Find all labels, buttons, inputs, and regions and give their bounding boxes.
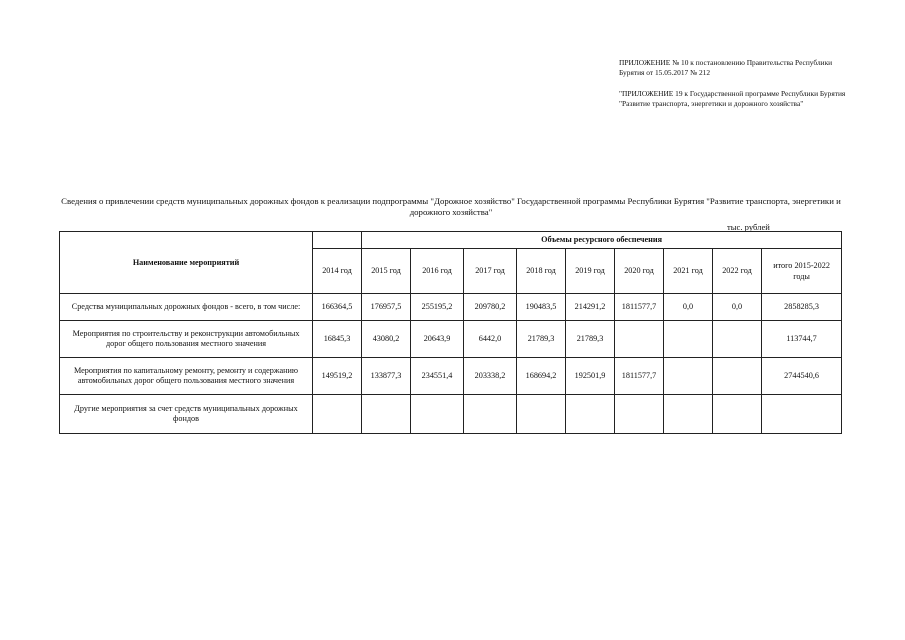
value-cell: 1811577,7 <box>615 294 664 321</box>
total-cell <box>762 395 842 434</box>
value-cell: 133877,3 <box>362 358 411 395</box>
row-name: Средства муниципальных дорожных фондов - всего, в том числе: <box>60 294 313 321</box>
value-cell: 0,0 <box>713 294 762 321</box>
year-header: 2014 год <box>313 249 362 294</box>
total-cell: 2744540,6 <box>762 358 842 395</box>
value-cell <box>362 395 411 434</box>
value-cell: 21789,3 <box>566 321 615 358</box>
table-row <box>60 395 842 434</box>
total-header: итого 2015-2022 годы <box>762 249 842 294</box>
total-cell: 2858285,3 <box>762 294 842 321</box>
year-header: 2020 год <box>615 249 664 294</box>
year-header: 2016 год <box>411 249 464 294</box>
value-cell <box>411 395 464 434</box>
value-cell: 190483,5 <box>517 294 566 321</box>
value-cell <box>664 358 713 395</box>
table-row <box>60 294 842 321</box>
value-cell: 6442,0 <box>464 321 517 358</box>
value-cell <box>664 321 713 358</box>
annex-line-1: ПРИЛОЖЕНИЕ № 10 к постановлению Правительства Республики Бурятия от 15.05.2017 № 212 <box>619 58 833 77</box>
group-header: Объемы ресурсного обеспечения <box>362 232 842 249</box>
year-header: 2018 год <box>517 249 566 294</box>
value-cell <box>615 321 664 358</box>
header-row-group <box>60 232 842 249</box>
document-title: Сведения о привлечении средств муниципальных дорожных фондов к реализации подпрограммы "Дорожное хозяйство" Государственной программы Республики Бурятия "Развитие транспорта, энергетики и дорожного хозяйства" <box>61 196 841 217</box>
value-cell: 21789,3 <box>517 321 566 358</box>
value-cell: 166364,5 <box>313 294 362 321</box>
value-cell: 214291,2 <box>566 294 615 321</box>
value-cell <box>313 395 362 434</box>
value-cell: 168694,2 <box>517 358 566 395</box>
total-cell: 113744,7 <box>762 321 842 358</box>
table-row <box>60 321 842 358</box>
value-cell <box>713 358 762 395</box>
year-header: 2022 год <box>713 249 762 294</box>
annex-note <box>619 58 859 109</box>
value-cell <box>464 395 517 434</box>
year-header: 2021 год <box>664 249 713 294</box>
table-row <box>60 358 842 395</box>
empty-header-cell <box>313 232 362 249</box>
resource-table <box>59 231 842 434</box>
year-header: 2017 год <box>464 249 517 294</box>
value-cell: 234551,4 <box>411 358 464 395</box>
row-name: Другие мероприятия за счет средств муниципальных дорожных фондов <box>60 395 313 434</box>
value-cell: 203338,2 <box>464 358 517 395</box>
value-cell <box>664 395 713 434</box>
value-cell <box>615 395 664 434</box>
value-cell: 1811577,7 <box>615 358 664 395</box>
value-cell <box>517 395 566 434</box>
unit-label: тыс. рублей <box>727 222 770 232</box>
value-cell: 43080,2 <box>362 321 411 358</box>
value-cell: 149519,2 <box>313 358 362 395</box>
value-cell: 255195,2 <box>411 294 464 321</box>
value-cell <box>713 321 762 358</box>
value-cell: 209780,2 <box>464 294 517 321</box>
row-name: Мероприятия по капитальному ремонту, ремонту и содержанию автомобильных дорог общего пользования местного значения <box>60 358 313 395</box>
value-cell <box>713 395 762 434</box>
year-header: 2019 год <box>566 249 615 294</box>
value-cell: 192501,9 <box>566 358 615 395</box>
year-header: 2015 год <box>362 249 411 294</box>
name-column-header: Наименование мероприятий <box>60 232 313 294</box>
row-name: Мероприятия по строительству и реконструкции автомобильных дорог общего пользования местного значения <box>60 321 313 358</box>
value-cell: 20643,9 <box>411 321 464 358</box>
value-cell: 176957,5 <box>362 294 411 321</box>
annex-line-2: "ПРИЛОЖЕНИЕ 19 к Государственной программе Республики Бурятия "Развитие транспорта, энергетики и дорожного хозяйства" <box>619 89 846 108</box>
value-cell <box>566 395 615 434</box>
value-cell: 16845,3 <box>313 321 362 358</box>
value-cell: 0,0 <box>664 294 713 321</box>
